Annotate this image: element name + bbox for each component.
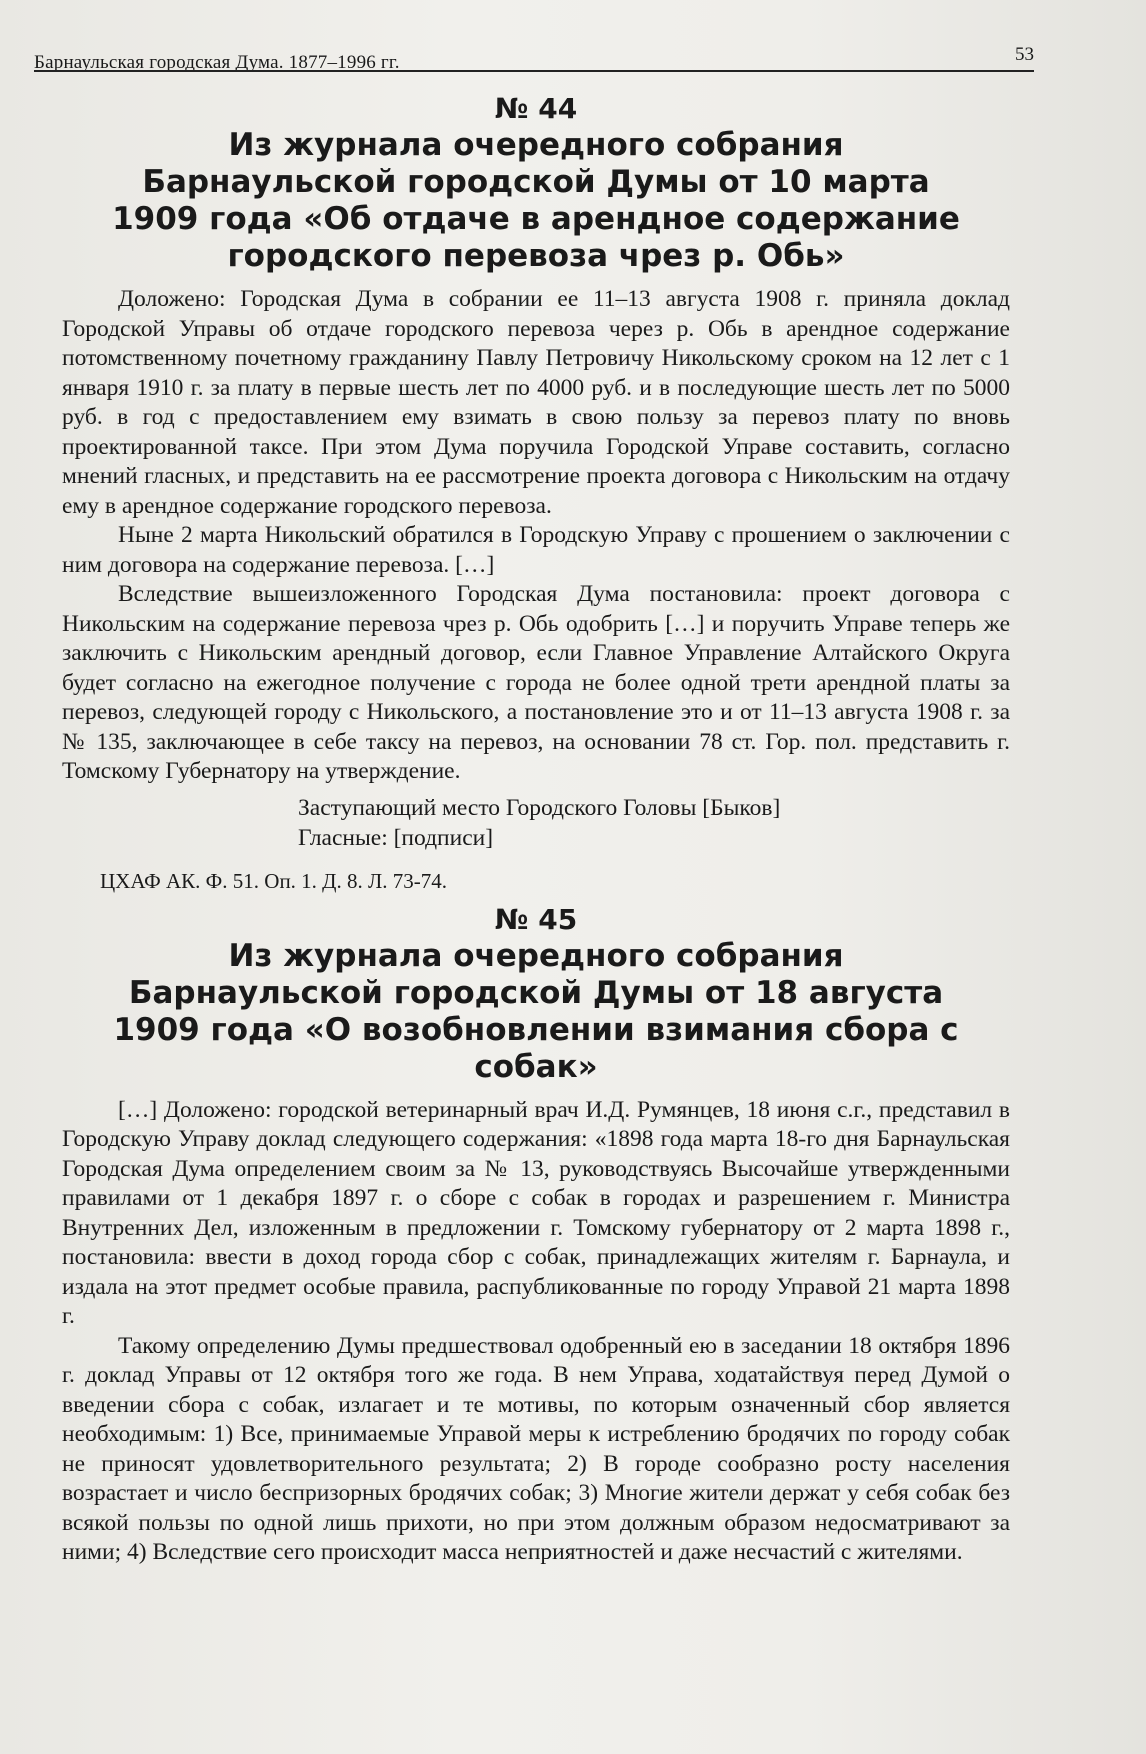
document-45 [62, 903, 1010, 1568]
document-number: № 44 [494, 92, 578, 125]
paragraph: Доложено: Городская Дума в собрании ее 11–13 августа 1908 г. приняла доклад Городской Управы об отдаче городского перевоза через р. Обь в арендное содержание потомственному почетному гражданину Павлу Петровичу Никольскому сроком на 12 лет с 1 января 1910 г. за плату в первые шесть лет по 4000 руб. и в последующие шесть лет по 5000 руб. в год с предоставлением ему взимать в свою пользу за перевоз плату по вновь проектированной таксе. При этом Дума поручила Городской Управе составить, согласно мнений гласных, и представить на ее рассмотрение проекта договора с Никольским на отдачу ему в арендное содержание городского перевоза. [62, 286, 1010, 519]
signature-deputy-head: Заступающий место Городского Головы [Быков] [298, 794, 781, 821]
signature-block [62, 793, 1010, 853]
running-title: Барнаульская городская Дума. 1877–1996 гг. [34, 52, 400, 73]
page-content [62, 92, 1010, 1568]
archive-reference: ЦХАФ АК. Ф. 51. Оп. 1. Д. 8. Л. 73-74. [100, 868, 447, 893]
page-number: 53 [1015, 44, 1034, 65]
paragraph: Такому определению Думы предшествовал одобренный ею в заседании 18 октября 1896 г. доклад Управы от 12 октября того же года. В нем Управа, ходатайствуя перед Думой о введении сбора с собак, излагает и те мотивы, по которым означенный сбор является необходимым: 1) Все, принимаемые Управой меры к истреблению бродячих по городу собак не приносят удовлетворительного результата; 2) В городе сообразно росту населения возрастает и число беспризорных бродячих собак; 3) Многие жители держат у себя собак без всякой пользы по одной лишь прихоти, но при этом должным образом недосматривают за ними; 4) Вследствие сего происходит масса неприятностей и даже несчастий с жителями. [62, 1332, 1010, 1565]
document-number: № 45 [494, 902, 578, 936]
header-rule [34, 70, 1034, 72]
signature-councillors: Гласные: [подписи] [298, 824, 494, 851]
document-title: Из журнала очередного собрания Барнаульской городской Думы от 10 марта 1909 года «Об отдаче в арендное содержание городского перевоза чрез р. Обь» [112, 127, 960, 274]
paragraph: Вследствие вышеизложенного Городская Дума постановила: проект договора с Никольским на содержание перевоза чрез р. Обь одобрить […] и поручить Управе теперь же заключить с Никольским арендный договор, если Главное Управление Алтайского Округа будет согласно на ежегодное получение с города не более одной трети арендной платы за перевоз, следующей городу с Никольского, а постановление это и от 11–13 августа 1908 г. за № 135, заключающее в себе таксу на перевоз, на основании 78 ст. Гор. пол. представить г. Томскому Губернатору на утверждение. [62, 581, 1010, 784]
paragraph: […] Доложено: городской ветеринарный врач И.Д. Румянцев, 18 июня с.г., представил в Городскую Управу доклад следующего содержания: «1898 года марта 18-го дня Барнаульская Городская Дума определением своим за № 13, руководствуясь Высочайше утвержденными правилами от 1 декабря 1897 г. о сборе с собак в городах и разрешением г. Министра Внутренних Дел, изложенным в предложении г. Томскому губернатору от 2 марта 1898 г., постановила: ввести в доход города сбор с собак, принадлежащих жителям г. Барнаула, и издала на этот предмет особые правила, распубликованные по городу Управой 21 марта 1898 г. [62, 1096, 1010, 1329]
paragraph: Ныне 2 марта Никольский обратился в Городскую Управу с прошением о заключении с ним договора на содержание перевоза. […] [62, 522, 1010, 578]
document-44 [62, 92, 1010, 895]
document-title: Из журнала очередного собрания Барнаульской городской Думы от 18 августа 1909 года «О возобновлении взимания сбора с собак» [113, 937, 959, 1085]
